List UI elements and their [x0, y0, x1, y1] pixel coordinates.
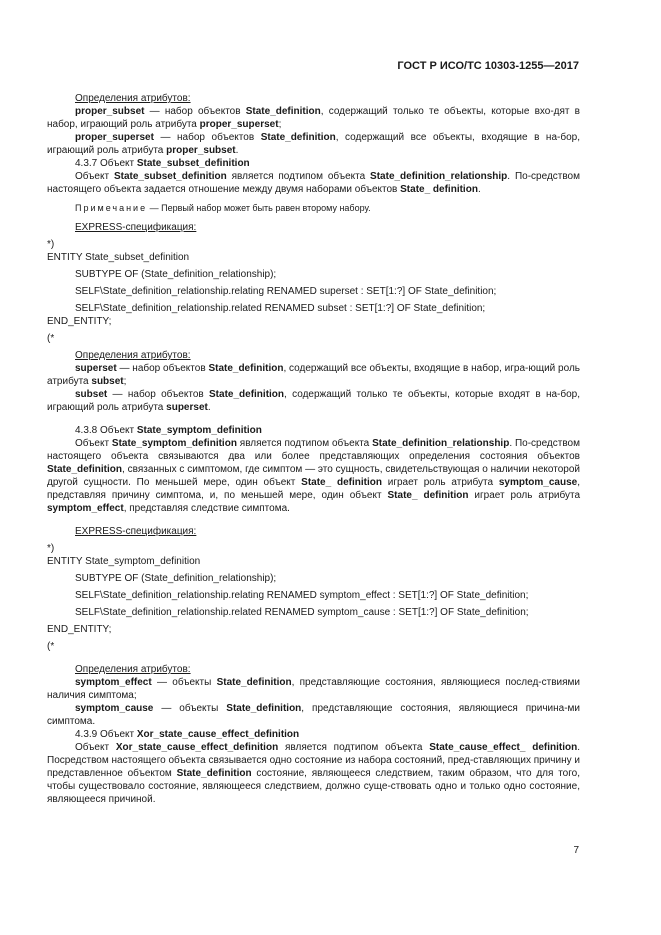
section-heading-4-3-7: 4.3.7 Объект State_subset_definition [75, 158, 250, 169]
attribute-definition-subset: subset — набор объектов State_definition, содержащий только те объекты, которые входят в на-бор, играющий роль атрибута superset. [47, 389, 580, 413]
attribute-definitions-heading: Определения атрибутов: [75, 350, 191, 361]
code-line: *) [47, 239, 55, 250]
attribute-definition-proper-superset: proper_superset — набор объектов State_definition, содержащий все объекты, входящие в на-бор, играющий роль атрибута proper_subset. [47, 132, 580, 156]
code-line: (* [47, 641, 55, 652]
code-line: *) [47, 543, 55, 554]
section-4-3-7-paragraph: Объект State_subset_definition является подтипом объекта State_definition_relationship. По-средством настоящего объекта задается отношение между двумя наборами объектов State_ definition. [47, 171, 580, 195]
attribute-definition-superset: superset — набор объектов State_definition, содержащий все объекты, входящие в набор, игра-ющий роль атрибута subset; [47, 363, 580, 387]
code-line: SELF\State_definition_relationship.relating RENAMED superset : SET[1:?] OF State_definition; [75, 286, 497, 297]
code-line: ENTITY State_subset_definition [47, 252, 190, 263]
express-spec-heading: EXPRESS-спецификация: [75, 526, 197, 537]
attribute-definition-symptom-effect: symptom_effect — объекты State_definition, представляющие состояния, являющиеся послед-ствиями наличия симптома; [47, 677, 580, 701]
code-line: SUBTYPE OF (State_definition_relationship); [75, 269, 277, 280]
express-spec-heading: EXPRESS-спецификация: [75, 222, 197, 233]
code-line: SELF\State_definition_relationship.related RENAMED symptom_cause : SET[1:?] OF State_definition; [75, 607, 529, 618]
code-line: END_ENTITY; [47, 624, 112, 635]
code-line: (* [47, 333, 55, 344]
section-heading-4-3-9: 4.3.9 Объект Xor_state_cause_effect_definition [75, 729, 300, 740]
attribute-definitions-heading: Определения атрибутов: [75, 664, 191, 675]
code-line: SELF\State_definition_relationship.relating RENAMED symptom_effect : SET[1:?] OF State_definition; [75, 590, 529, 601]
document-header: ГОСТ Р ИСО/ТС 10303-1255—2017 [397, 60, 579, 72]
section-4-3-9-paragraph: Объект Xor_state_cause_effect_definition является подтипом объекта State_cause_effect_ definition. Посредством настоящего объекта связывается одно состояние из набора состояний, пред-ставляющих причину и представленное объектом State_definition состояние, являющееся следствием, таким образом, что для того, чтобы существовало состояние, являющееся следствием, должно суще-ствовать одно и только одно состояние, являющееся причиной. [47, 742, 581, 805]
section-heading-4-3-8: 4.3.8 Объект State_symptom_definition [75, 425, 262, 436]
attribute-definition-symptom-cause: symptom_cause — объекты State_definition, представляющие состояния, являющиеся причина-ми симптома. [47, 703, 580, 727]
code-line: SELF\State_definition_relationship.related RENAMED subset : SET[1:?] OF State_definition; [75, 303, 486, 314]
code-line: END_ENTITY; [47, 316, 112, 327]
code-line: ENTITY State_symptom_definition [47, 556, 201, 567]
page-number: 7 [573, 845, 579, 856]
note: Примечание — Первый набор может быть равен второму набору. [75, 203, 371, 213]
attribute-definitions-heading: Определения атрибутов: [75, 93, 191, 104]
code-line: SUBTYPE OF (State_definition_relationship); [75, 573, 277, 584]
section-4-3-8-paragraph: Объект State_symptom_definition является подтипом объекта State_definition_relationship. По-средством настоящего объекта связываются два или более представляющих определения состояния объектов State_definition, связанных с симптомом, где симптом — это сущность, свидетельствующая о наличии некоторой другой сущности. По меньшей мере, один объект State_ definition играет роль атрибута symptom_cause, представляя причину симптома, и, по меньшей мере, один объект State_ definition играет роль атрибута symptom_effect, представляя следствие симптома. [47, 438, 581, 514]
attribute-definition-proper-subset: proper_subset — набор объектов State_definition, содержащий только те объекты, которые вхо-дят в набор, играющий роль атрибута proper_superset; [47, 106, 580, 130]
page-content [47, 92, 580, 806]
